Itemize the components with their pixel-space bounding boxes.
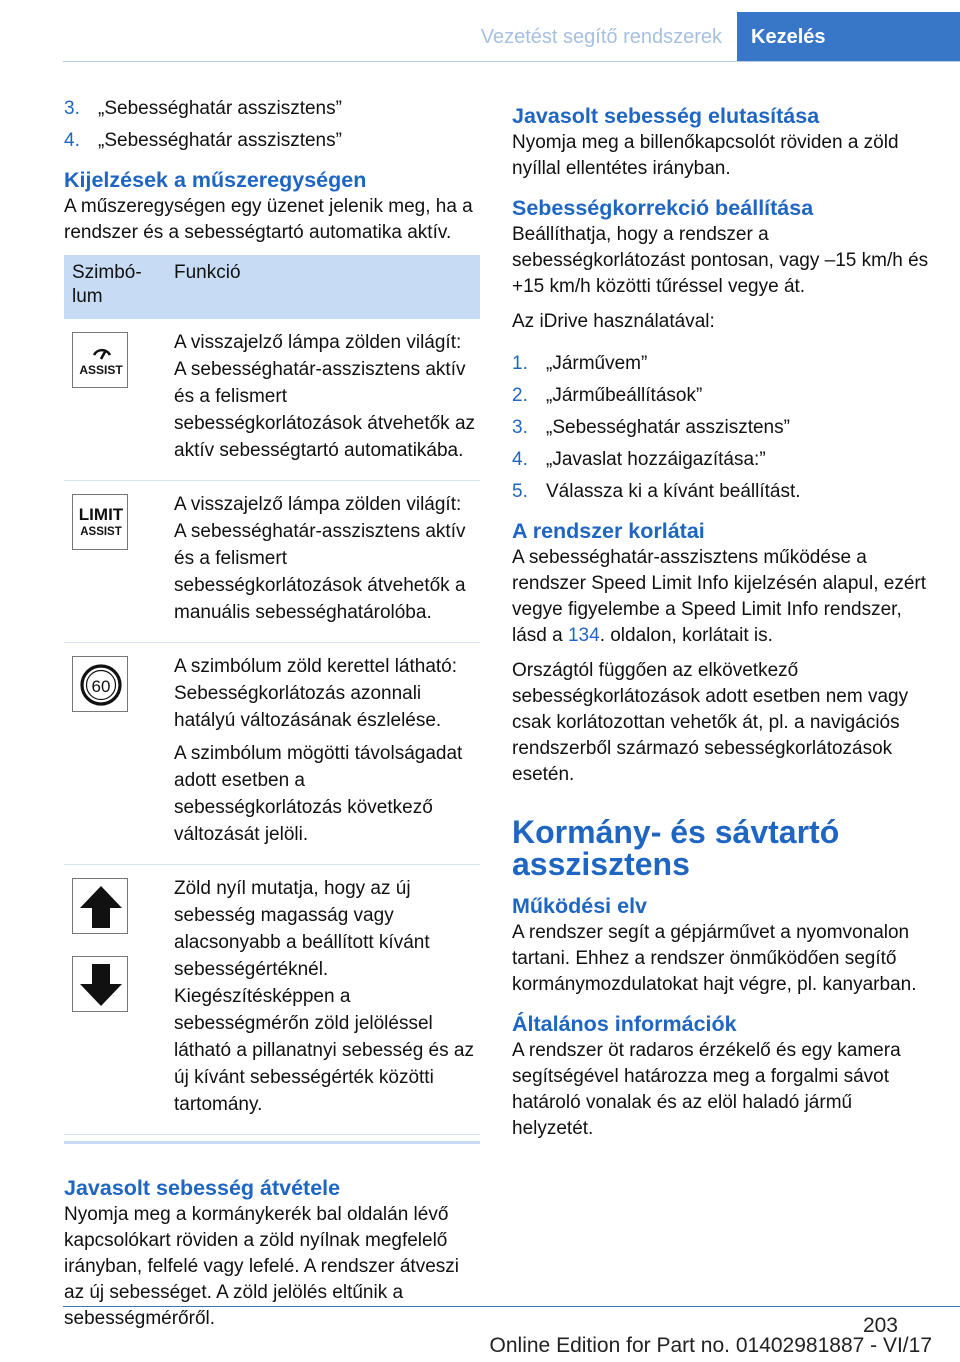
header-rule (63, 61, 960, 62)
paragraph-limits: A sebességhatár-asszisztens működése a rendszer Speed Limit Info kijelzésén alapul, ezért vegye figyelembe a Speed Limit Info rendszer, lásd a 134. oldalon, korlátait is. (512, 547, 927, 646)
list-number: 2. (512, 385, 528, 406)
page-reference-link[interactable]: 134 (567, 625, 600, 646)
table-header (64, 255, 480, 319)
list-text: „Sebességhatár asszisztens” (546, 417, 790, 438)
paragraph-principle: A rendszer segít a gépjárművet a nyomvonalon tartani. Ehhez a rendszer önműködően segítő kormánymozdulatokat hajt végre, pl. kanyarban. (512, 922, 917, 995)
heading-principle: Működési elv (512, 894, 648, 918)
list-text: „Járművem” (546, 353, 648, 374)
list-text: „Sebességhatár asszisztens” (98, 130, 342, 151)
table-cell-text: A visszajelző lámpa zölden világít: A sebességhatár-asszisztens aktív és a felismert sebességkorlátozások átvehetők a manuális sebességhatárolóba. (174, 494, 466, 623)
table-cell-text: Zöld nyíl mutatja, hogy az új sebesség magasság vagy alacsonyabb a beállított kívánt sebességértéknél. Kiegészítésképpen a sebességmérőn zöld jelöléssel látható a pillanatnyi sebesség és az új kívánt sebességérték közötti tartomány. (174, 878, 474, 1115)
list-number: 4. (512, 449, 528, 470)
list-item (512, 351, 932, 377)
page-number: 203 (862, 1314, 898, 1337)
column-header-function: Funkció (174, 262, 241, 283)
symbol-table (64, 255, 480, 1144)
table-row (64, 481, 480, 643)
arrow-up-icon (72, 878, 128, 934)
list-number: 3. (512, 417, 528, 438)
table-row (64, 319, 480, 481)
heading-general: Általános információk (512, 1012, 737, 1036)
table-row (64, 643, 480, 865)
table-end-rule (64, 1141, 480, 1144)
table-cell-text: A visszajelző lámpa zölden világít: A sebességhatár-asszisztens aktív és a felismert sebességkorlátozások átvehetők az aktív sebességtartó automatikába. (174, 332, 476, 461)
list-text: Válassza ki a kívánt beállítást. (546, 481, 801, 502)
heading-display: Kijelzések a műszeregységen (64, 168, 367, 192)
table-cell-text: A szimbólum mögötti távolságadat adott esetben a sebességkorlátozás következő változását jelöli. (174, 743, 463, 845)
arrow-down-icon (72, 956, 128, 1012)
heading-limits: A rendszer korlátai (512, 519, 705, 543)
numbered-list-top (64, 96, 480, 154)
heading-reject: Javasolt sebesség elutasítása (512, 104, 820, 128)
numbered-list-idrive (512, 351, 932, 505)
table-row (64, 865, 480, 1135)
paragraph-correction: Beállíthatja, hogy a rendszer a sebességkorlátozást pontosan, vagy –15 km/h és +15 km/h közötti tűréssel vegye át. (512, 224, 929, 297)
page-header (0, 0, 960, 62)
list-number: 1. (512, 353, 528, 374)
section-title: Vezetést segítő rendszerek (480, 26, 722, 48)
list-item (512, 479, 932, 505)
assist-icon (72, 332, 128, 388)
list-text: „Járműbeállítások” (546, 385, 703, 406)
list-item (512, 415, 932, 441)
assist-icon-text: ASSIST (79, 363, 123, 377)
heading-accept: Javasolt sebesség átvétele (64, 1176, 341, 1200)
column-header-symbol: Szimbólum (72, 262, 142, 307)
list-text: „Sebességhatár asszisztens” (98, 98, 342, 119)
paragraph-general: A rendszer öt radaros érzékelő és egy kamera segítségével határozza meg a forgalmi sávot határoló vonalak és az elöl haladó jármű helyzetét. (512, 1040, 901, 1139)
heading-correction: Sebességkorrekció beállítása (512, 196, 814, 220)
sign-value-text: 60 (91, 677, 111, 696)
paragraph-accept: Nyomja meg a kormánykerék bal oldalán lévő kapcsolókart röviden a zöld nyílnak megfelelő irányban, felfelé vagy lefelé. A rendszer átveszi az új sebességet. A zöld jelölés eltűnik a sebességmérőről. (64, 1204, 460, 1329)
paragraph-country: Országtól függően az elkövetkező sebességkorlátozások adott esetben nem vagy csak korlátozottan vehetők át, pl. a navigációs rendszerből származó sebességkorlátozások esetén. (512, 660, 909, 785)
list-number: 4. (64, 130, 80, 151)
paragraph-idrive: Az iDrive használatával: (512, 311, 715, 332)
limit-icon-text: LIMIT (78, 505, 124, 524)
paragraph-display: A műszeregységen egy üzenet jelenik meg, ha a rendszer és a sebességtartó automatika aktív. (64, 196, 473, 243)
right-column (512, 96, 932, 1151)
edition-note: Online Edition for Part no. 01402981887 - VI/17 (489, 1334, 932, 1357)
list-item (512, 447, 932, 473)
list-number: 5. (512, 481, 528, 502)
list-text: „Javaslat hozzáigazítása:” (546, 449, 766, 470)
list-item (64, 96, 480, 122)
list-number: 3. (64, 98, 80, 119)
chapter-heading-steering: Kormány- és sávtartó asszisztens (512, 814, 840, 882)
chapter-tab: Kezelés (737, 12, 960, 62)
footer-rule (63, 1306, 960, 1307)
list-item (64, 128, 480, 154)
left-column (64, 96, 480, 1341)
paragraph-reject: Nyomja meg a billenőkapcsolót röviden a zöld nyíllal ellentétes irányban. (512, 132, 899, 179)
limit-assist-icon (72, 494, 128, 550)
list-item (512, 383, 932, 409)
table-cell-text: A szimbólum zöld kerettel látható: Sebességkorlátozás azonnali hatályú változásának észlelése. (174, 656, 458, 731)
limit-icon-subtext: ASSIST (80, 526, 122, 538)
speed-limit-60-icon (72, 656, 128, 712)
